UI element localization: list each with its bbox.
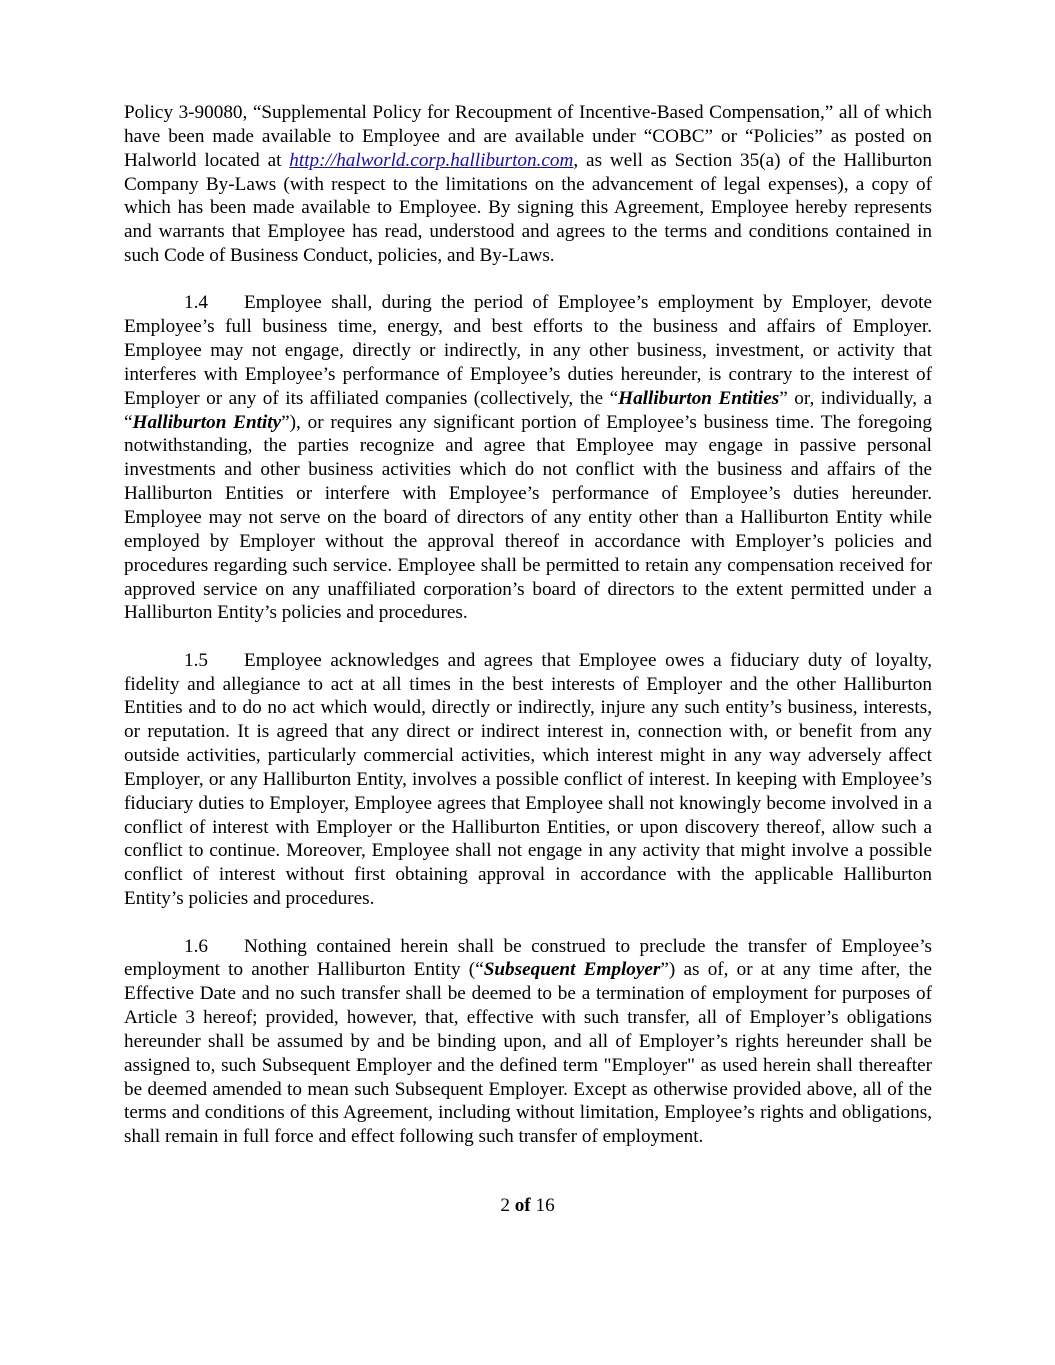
paragraph-text: Employee acknowledges and agrees that Employee owes a fiduciary duty of loyalty, fidelity and allegiance to act at all times in the best interests of Employer and the other Halliburton Entities and to do no act which would, directly or indirectly, injure any such entity’s business, interests, or reputation. It is agreed that any direct or indirect interest in, connection with, or benefit from any outside activities, particularly commercial activities, which interest might in any way adversely affect Employer, or any Halliburton Entity, involves a possible conflict of interest. In keeping with Employee’s fiduciary duties to Employer, Employee agrees that Employee shall not knowingly become involved in a conflict of interest with Employer or the Halliburton Entities, or upon discovery thereof, allow such a conflict to continue. Moreover, Employee shall not engage in any activity that might involve a possible conflict of interest without first obtaining approval in accordance with the applicable Halliburton Entity’s policies and procedures. — [124, 649, 932, 910]
halworld-link[interactable]: http://halworld.corp.halliburton.com — [289, 149, 574, 171]
defined-term: Halliburton Entity — [132, 411, 282, 433]
section-number: 1.4 — [184, 292, 208, 314]
defined-term: Subsequent Employer — [483, 959, 661, 981]
paragraph-intro — [124, 101, 932, 268]
paragraph-1-6 — [124, 935, 932, 1150]
paragraph-1-4 — [124, 291, 932, 625]
paragraph-1-5 — [124, 649, 932, 911]
page-footer — [0, 1194, 1055, 1218]
defined-term: Halliburton Entities — [618, 387, 780, 409]
paragraph-text: ” or, individually, a “ — [124, 387, 933, 433]
document-page — [124, 101, 932, 1173]
paragraph-text: Employee shall, during the period of Employee’s employment by Employer, devote Employee’s full business time, energy, and best efforts to the business and affairs of Employer. Employee may not engage, directly or indirectly, in any other business, investment, or activity that interferes with Employee’s performance of Employee’s duties hereunder, is contrary to the interest of Employer or any of its affiliated companies (collectively, the “ — [124, 292, 932, 409]
page-number-of: of — [514, 1195, 531, 1216]
section-number: 1.6 — [184, 935, 208, 957]
page-number-total: 16 — [535, 1195, 555, 1216]
paragraph-text: ”), or requires any significant portion of Employee’s business time. The foregoing notwithstanding, the parties recognize and agree that Employee may engage in passive personal investments and other business activities which do not conflict with the business and affairs of the Halliburton Entities or interfere with Employee’s performance of Employee’s duties hereunder. Employee may not serve on the board of directors of any entity other than a Halliburton Entity while employed by Employer without the approval thereof in accordance with Employer’s policies and procedures regarding such service. Employee shall be permitted to retain any compensation received for approved service on any unaffiliated corporation’s board of directors to the extent permitted under a Halliburton Entity’s policies and procedures. — [124, 411, 932, 624]
section-number: 1.5 — [184, 649, 208, 671]
paragraph-text: Policy 3-90080, “Supplemental Policy for Recoupment of Incentive-Based Compensation,” all of which have been made available to Employee and are available under “COBC” or “Policies” as posted on Halworld located at — [124, 102, 932, 171]
paragraph-text: Nothing contained herein shall be construed to preclude the transfer of Employee’s employment to another Halliburton Entity (“ — [124, 935, 932, 981]
paragraph-text: ”) as of, or at any time after, the Effective Date and no such transfer shall be deemed to be a termination of employment for purposes of Article 3 hereof; provided, however, that, effective with such transfer, all of Employer’s obligations hereunder shall be assumed by and be binding upon, and all of Employer’s rights hereunder shall be assigned to, such Subsequent Employer and the defined term "Employer" as used herein shall thereafter be deemed amended to mean such Subsequent Employer. Except as otherwise provided above, all of the terms and conditions of this Agreement, including without limitation, Employee’s rights and obligations, shall remain in full force and effect following such transfer of employment. — [124, 959, 932, 1148]
paragraph-text: , as well as Section 35(a) of the Halliburton Company By-Laws (with respect to the limitations on the advancement of legal expenses), a copy of which has been made available to Employee. By signing this Agreement, Employee hereby represents and warrants that Employee has read, understood and agrees to the terms and conditions contained in such Code of Business Conduct, policies, and By-Laws. — [124, 149, 932, 267]
page-number-current: 2 — [500, 1195, 510, 1216]
